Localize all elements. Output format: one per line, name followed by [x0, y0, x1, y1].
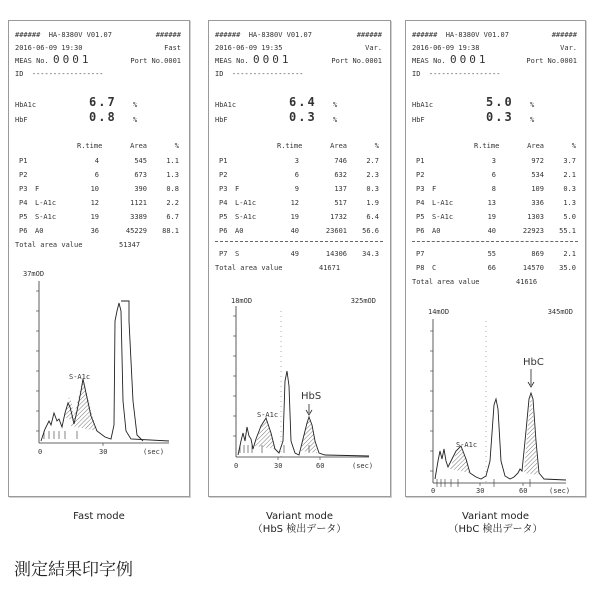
caption-variant-hbc: Variant mode （HbC 検出データ）	[448, 511, 543, 535]
col-area: Area	[130, 142, 147, 150]
header-model: ###### HA-8380V V01.07	[15, 31, 112, 39]
x-tick-label: 60	[519, 487, 528, 495]
id-line: ID -----------------	[215, 70, 304, 78]
caption-variant-hbs: Variant mode （HbS 検出データ）	[252, 511, 347, 535]
col-rtime: R.time	[277, 142, 303, 150]
hba1c-label: HbA1c	[215, 101, 237, 109]
hba1c-label: HbA1c	[15, 101, 37, 109]
hba1c-unit: %	[133, 101, 138, 109]
hbf-label: HbF	[15, 116, 28, 124]
meas-number: 0001	[53, 53, 92, 66]
col-percent: %	[571, 142, 576, 150]
peak-sa1c-fill	[450, 446, 470, 473]
hba1c-value: 6.4	[289, 95, 317, 109]
result-printout-hbc: ###### HA-8380V V01.07 ###### 2016-06-09 19:38 Var. MEAS No. 0001 Port No.0001 ID ----------------- HbA1c 5.0 % HbF 0.3 % R.time Area % P1 3 972 3.7 P2 6 534 2.1 P3 F 8 109 0.3 P4 L-A1c 13 336 1.3 P5 S-A1c 19 1303 5.0 P6 A0 40 22923 55.1 P7 55 869 2.1 P8 C 66 14570 35.0 Total area value 41616 14mOD 345mOD S-A1c HbC 0 30 60 (sec)	[405, 20, 586, 497]
total-area-label: Total area value	[15, 241, 83, 249]
hbf-unit: %	[530, 116, 535, 124]
x-tick-label: 60	[316, 462, 325, 470]
port-number: Port No.0001	[130, 57, 181, 65]
total-area-label: Total area value	[215, 264, 283, 272]
y-ticks	[36, 291, 39, 431]
col-rtime: R.time	[77, 142, 103, 150]
chromatogram-trace	[41, 303, 169, 441]
result-printout-hbs: ###### HA-8380V V01.07 ###### 2016-06-09 19:35 Var. MEAS No. 0001 Port No.0001 ID ----------------- HbA1c 6.4 % HbF 0.3 % R.time Area % P1 3 746 2.7 P2 6 632 2.3 P3 F 9 137 0.3 P4 L-A1c 12 517 1.9 P5 S-A1c 19 1732 6.4 P6 A0 40 23601 56.6 P7 S 49 14306 34.3 Total area value 41671 18mOD 325mOD S-A1c HbS 0 30 60 (sec)	[208, 20, 391, 497]
total-area-label: Total area value	[412, 278, 480, 286]
total-area-value: 51347	[119, 241, 141, 249]
mode-label: Var.	[560, 44, 577, 52]
mode-label: Fast	[164, 44, 181, 52]
peak-markers	[44, 431, 77, 439]
chromatogram-scale-left: 14mOD	[428, 308, 450, 316]
peak-label-sa1c: S-A1c	[456, 441, 478, 449]
col-rtime: R.time	[474, 142, 500, 150]
hbf-value: 0.3	[486, 110, 514, 124]
header-marks: ######	[356, 31, 382, 39]
hba1c-value: 5.0	[486, 95, 514, 109]
x-axis-unit: (sec)	[143, 448, 165, 456]
meas-label: MEAS No.	[15, 57, 49, 65]
x-tick-label: 0	[431, 487, 436, 495]
chromatogram-scale: 37mOD	[23, 270, 45, 278]
port-number: Port No.0001	[331, 57, 382, 65]
total-area-value: 41616	[516, 278, 538, 286]
hba1c-label: HbA1c	[412, 101, 434, 109]
chromatogram	[9, 21, 191, 491]
datetime: 2016-06-09 19:38	[412, 44, 480, 52]
id-line: ID -----------------	[15, 70, 104, 78]
header-marks: ######	[155, 31, 181, 39]
meas-label: MEAS No.	[412, 57, 446, 65]
hbf-label: HbF	[215, 116, 228, 124]
id-line: ID -----------------	[412, 70, 501, 78]
hbf-unit: %	[333, 116, 338, 124]
peak-label-hbs: HbS	[301, 391, 322, 402]
hba1c-unit: %	[530, 101, 535, 109]
peak-hbs-fill	[301, 417, 317, 453]
col-area: Area	[527, 142, 544, 150]
y-ticks	[430, 331, 433, 471]
meas-label: MEAS No.	[215, 57, 249, 65]
chromatogram-scale-right: 325mOD	[350, 297, 376, 305]
col-percent: %	[374, 142, 379, 150]
page-footer-title: 測定結果印字例	[14, 560, 133, 580]
datetime: 2016-06-09 19:30	[15, 44, 83, 52]
y-ticks	[233, 316, 236, 436]
x-axis-unit: (sec)	[549, 487, 571, 495]
peak-label-sa1c: S-A1c	[69, 373, 91, 381]
col-percent: %	[174, 142, 179, 150]
chromatogram	[209, 21, 392, 491]
col-area: Area	[330, 142, 347, 150]
hba1c-value: 6.7	[89, 95, 117, 109]
x-tick-label: 0	[38, 448, 43, 456]
result-printout-fast: ###### HA-8380V V01.07 ###### 2016-06-09 19:30 Fast MEAS No. 0001 Port No.0001 ID ----------------- HbA1c 6.7 % HbF 0.8 % R.time Area % P1 4 545 1.1 P2 6 673 1.3 P3 F 10 390 0.8 P4 L-A1c 12 1121 2.2 P5 S-A1c 19 3389 6.7 P6 A0 36 45229 88.1 Total area value 51347 37mOD S-A1c 0 30 (sec)	[8, 20, 190, 497]
mode-label: Var.	[365, 44, 382, 52]
total-area-value: 41671	[319, 264, 341, 272]
datetime: 2016-06-09 19:35	[215, 44, 283, 52]
header-model: ###### HA-8380V V01.07	[412, 31, 509, 39]
x-tick-label: 30	[274, 462, 283, 470]
hbf-value: 0.3	[289, 110, 317, 124]
x-tick-label: 30	[99, 448, 108, 456]
chromatogram-scale-left: 18mOD	[231, 297, 253, 305]
x-axis-unit: (sec)	[352, 462, 374, 470]
peak-label-hbc: HbC	[523, 357, 544, 368]
chromatogram	[406, 21, 587, 495]
header-marks: ######	[551, 31, 577, 39]
meas-number: 0001	[253, 53, 292, 66]
peak-label-sa1c: S-A1c	[257, 411, 279, 419]
hbf-unit: %	[133, 116, 138, 124]
caption-fast-mode: Fast mode	[73, 511, 125, 522]
saturated-peak-trace	[121, 301, 143, 441]
x-tick-label: 30	[476, 487, 485, 495]
chromatogram-scale-right: 345mOD	[547, 308, 573, 316]
hbf-label: HbF	[412, 116, 425, 124]
port-number: Port No.0001	[526, 57, 577, 65]
x-tick-label: 0	[234, 462, 239, 470]
header-model: ###### HA-8380V V01.07	[215, 31, 312, 39]
hbf-value: 0.8	[89, 110, 117, 124]
meas-number: 0001	[450, 53, 489, 66]
hba1c-unit: %	[333, 101, 338, 109]
